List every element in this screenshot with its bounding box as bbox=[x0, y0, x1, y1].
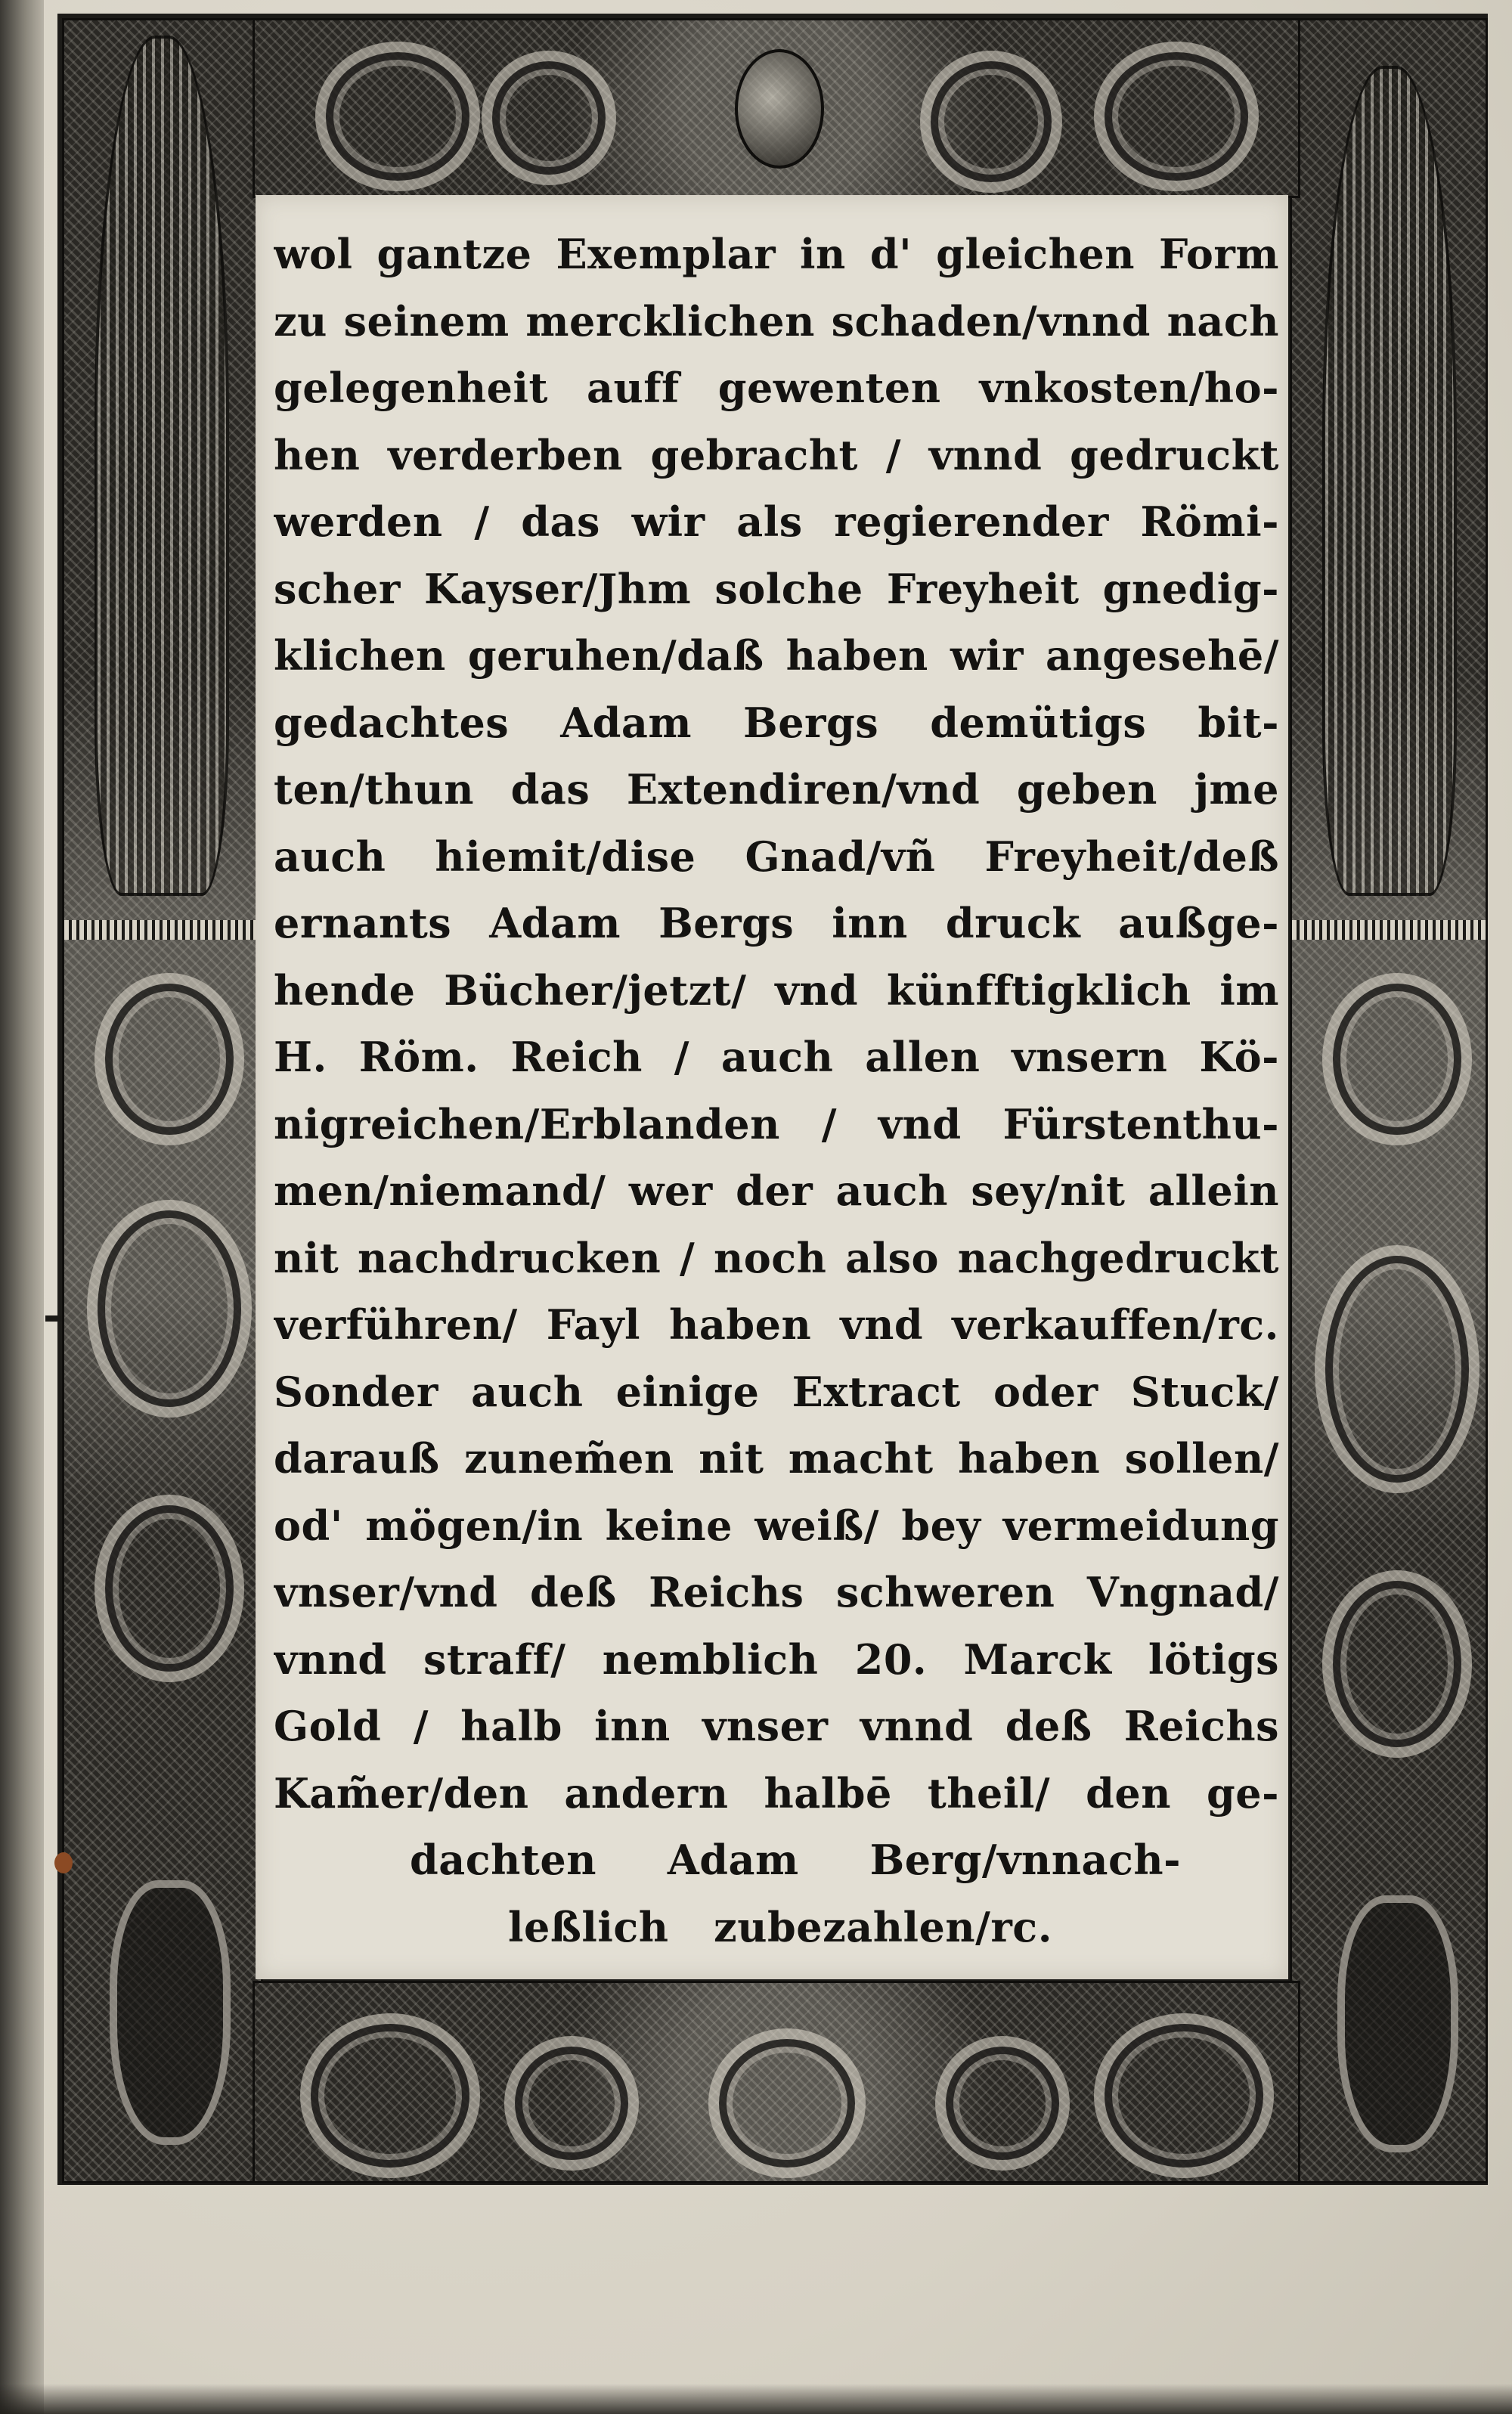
foliage-scroll-ornament bbox=[1315, 1245, 1479, 1493]
text-line: gelegenheit auff gewenten vnkosten/ho- bbox=[274, 364, 1279, 412]
text-line: H. Röm. Reich / auch allen vnsern Kö- bbox=[274, 1033, 1279, 1081]
privilege-text bbox=[274, 221, 1279, 1960]
text-line: men/niemand/ wer der auch sey/nit allein bbox=[274, 1167, 1279, 1215]
foliage-scroll-ornament bbox=[87, 1200, 252, 1418]
foliage-scroll-ornament bbox=[1322, 1570, 1472, 1758]
text-line: auch hiemit/dise Gnad/vñ Freyheit/deß bbox=[274, 832, 1279, 881]
foliage-scroll-ornament bbox=[94, 973, 244, 1145]
cherub-face-ornament bbox=[735, 49, 824, 169]
text-line: verführen/ Fayl haben vnd verkauffen/rc. bbox=[274, 1300, 1279, 1349]
text-line: hende Bücher/jetzt/ vnd künfftigklich im bbox=[274, 965, 1279, 1015]
scroll-ornament bbox=[300, 2013, 480, 2178]
text-line: werden / das wir als regierender Römi- bbox=[274, 497, 1279, 546]
scroll-ornament bbox=[482, 51, 616, 185]
scroll-ornament bbox=[708, 2028, 866, 2178]
scroll-ornament bbox=[1094, 2013, 1274, 2178]
standing-woman-figure bbox=[94, 36, 229, 896]
foliage-scroll-ornament bbox=[1322, 973, 1472, 1145]
scroll-ornament bbox=[504, 2036, 639, 2171]
scroll-ornament bbox=[935, 2036, 1070, 2171]
text-line: ernants Adam Bergs inn druck außge- bbox=[274, 899, 1279, 947]
text-line: scher Kayser/Jhm solche Freyheit gnedig- bbox=[274, 564, 1279, 613]
text-line: gedachtes Adam Bergs demütigs bit- bbox=[274, 698, 1279, 747]
text-line: klichen geruhen/daß haben wir angesehē/ bbox=[274, 631, 1279, 680]
text-line: nit nachdrucken / noch also nachgedruckt bbox=[274, 1233, 1279, 1282]
bottom-shadow bbox=[0, 2384, 1512, 2414]
bottom-ornamental-border bbox=[253, 1981, 1300, 2183]
text-line: wol gantze Exemplar in d' gleichen Form bbox=[274, 230, 1279, 278]
text-panel bbox=[256, 195, 1288, 1979]
text-line: od' mögen/in keine weiß/ bey vermeidung bbox=[274, 1501, 1279, 1550]
text-line: Gold / halb inn vnser vnnd deß Reichs bbox=[274, 1702, 1279, 1750]
scroll-ornament bbox=[315, 42, 480, 191]
text-line: darauß zunem̃en nit macht haben sollen/ bbox=[274, 1434, 1279, 1483]
top-ornamental-border bbox=[253, 18, 1300, 198]
vase-ornament bbox=[110, 1880, 231, 2145]
text-line: Sonder auch einige Extract oder Stuck/ bbox=[274, 1367, 1279, 1416]
right-ornamental-border bbox=[1290, 18, 1488, 2183]
text-line: leßlich zubezahlen/rc. bbox=[508, 1902, 1052, 1951]
text-line: vnser/vnd deß Reichs schweren Vngnad/ bbox=[274, 1568, 1279, 1616]
left-ornamental-border bbox=[62, 18, 263, 2183]
border-divider bbox=[1292, 920, 1486, 940]
text-line: nigreichen/Erblanden / vnd Fürstenthu- bbox=[274, 1099, 1279, 1148]
paper-stain bbox=[54, 1852, 73, 1873]
border-divider bbox=[64, 920, 261, 940]
text-line: zu seinem mercklichen schaden/vnnd nach bbox=[274, 296, 1279, 346]
text-line: vnnd straff/ nemblich 20. Marck lötigs bbox=[274, 1635, 1279, 1684]
standing-woman-figure bbox=[1322, 66, 1457, 896]
text-line: ten/thun das Extendiren/vnd geben jme bbox=[274, 765, 1279, 813]
text-line: dachten Adam Berg/vnnach- bbox=[410, 1836, 1181, 1884]
vase-ornament bbox=[1337, 1895, 1458, 2152]
foliage-scroll-ornament bbox=[94, 1495, 244, 1682]
text-line: hen verderben gebracht / vnnd gedruckt bbox=[274, 430, 1279, 479]
scroll-ornament bbox=[920, 51, 1062, 193]
book-spine bbox=[0, 0, 44, 2414]
binding-mark bbox=[45, 1315, 62, 1322]
text-line: Kam̃er/den andern halbē theil/ den ge- bbox=[274, 1768, 1279, 1817]
scroll-ornament bbox=[1094, 42, 1259, 191]
